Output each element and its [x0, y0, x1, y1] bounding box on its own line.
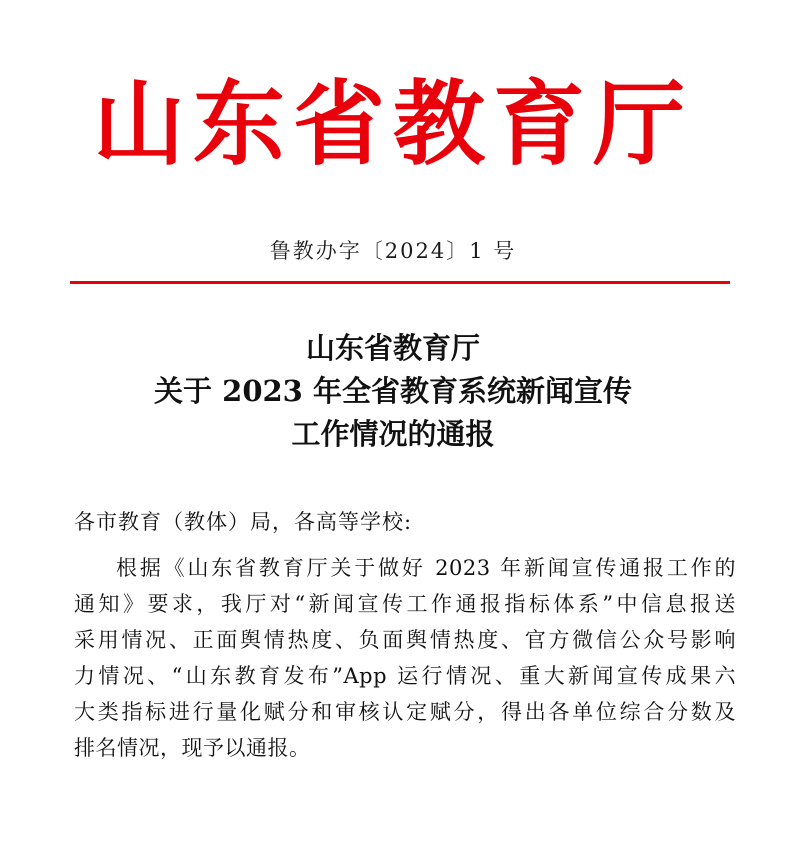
notice-body — [74, 550, 736, 766]
body-line: 根据《山东省教育厅关于做好 2023 年新闻宣传通报工作的 — [116, 556, 736, 580]
agency-header-title: 山东省教育厅 — [92, 70, 693, 178]
notice-title-line-2: 关于 2023 年全省教育系统新闻宣传 — [154, 374, 632, 408]
red-divider-line — [70, 281, 730, 284]
notice-title — [0, 327, 786, 456]
body-line: 大类指标进行量化赋分和审核认定赋分，得出各单位综合分数及 — [74, 700, 736, 724]
body-line: 通知》要求，我厅对“新闻宣传工作通报指标体系”中信息报送 — [74, 592, 736, 616]
addressee-line: 各市教育（教体）局，各高等学校: — [74, 510, 413, 534]
document-number: 鲁教办字〔2024〕1 号 — [269, 239, 517, 263]
body-line: 排名情况，现予以通报。 — [74, 736, 311, 760]
notice-title-line-3: 工作情况的通报 — [291, 417, 495, 451]
body-line: 力情况、“山东教育发布”App 运行情况、重大新闻宣传成果六 — [74, 664, 736, 688]
body-line: 采用情况、正面舆情热度、负面舆情热度、官方微信公众号影响 — [74, 628, 736, 652]
notice-title-line-1: 山东省教育厅 — [305, 331, 480, 365]
